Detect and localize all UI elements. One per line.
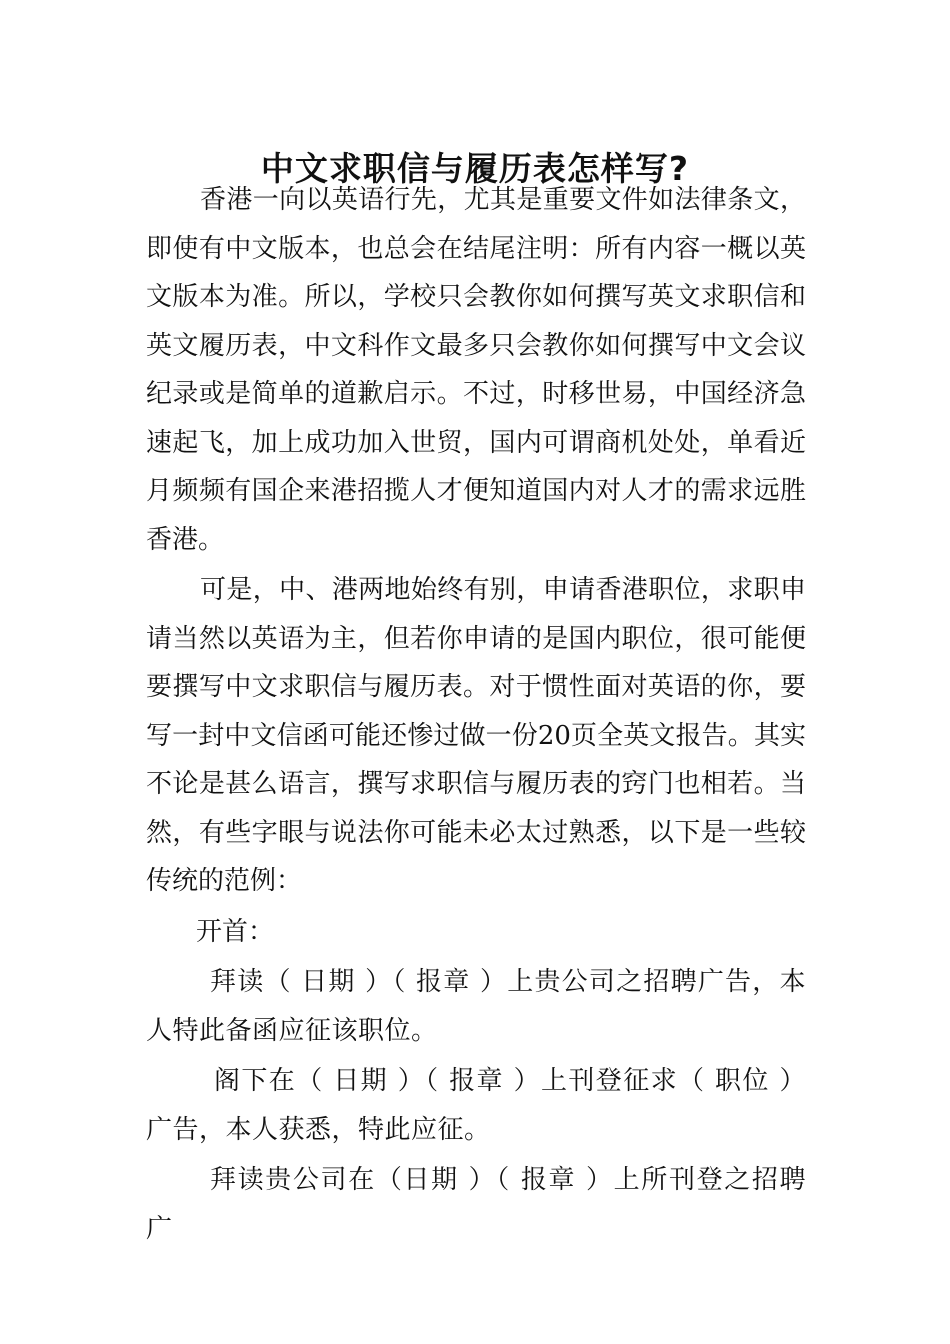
- section-heading-opening: 开首：: [196, 916, 275, 947]
- paragraph-intro: 香港一向以英语行先，尤其是重要文件如法律条文，即使有中文版本，也总会在结尾注明：所有内容一概以英文版本为准。所以，学校只会教你如何撰写英文求职信和英文履历表，中文科作文最多只会教你如何撰写中文会议纪录或是简单的道歉启示。不过，时移世易，中国经济急速起飞，加上成功加入世贸，国内可谓商机处处，单看近月频频有国企来港招揽人才便知道国内对人才的需求远胜香港。: [146, 185, 806, 555]
- document-title: 中文求职信与履历表怎样写?: [260, 149, 690, 189]
- example-opening-2: 阁下在（ 日期 ）（ 报章 ）上刊登征求（ 职位 ）广告，本人获悉，特此应征。: [146, 1066, 806, 1145]
- paragraph-hk-vs-mainland: 可是，中、港两地始终有别，申请香港职位，求职申请当然以英语为主，但若你申请的是国内职位，很可能便要撰写中文求职信与履历表。对于惯性面对英语的你，要写一封中文信函可能还惨过做一份20页全英文报告。其实不论是甚么语言，撰写求职信与履历表的窍门也相若。当然，有些字眼与说法你可能未必太过熟悉，以下是一些较传统的范例：: [146, 575, 806, 896]
- example-opening-1: 拜读（ 日期 ）（ 报章 ）上贵公司之招聘广告，本人特此备函应征该职位。: [146, 967, 806, 1046]
- example-opening-3: 拜读贵公司在（日期 ）（ 报章 ）上所刊登之招聘广: [146, 1165, 806, 1244]
- document-body: [146, 176, 806, 1253]
